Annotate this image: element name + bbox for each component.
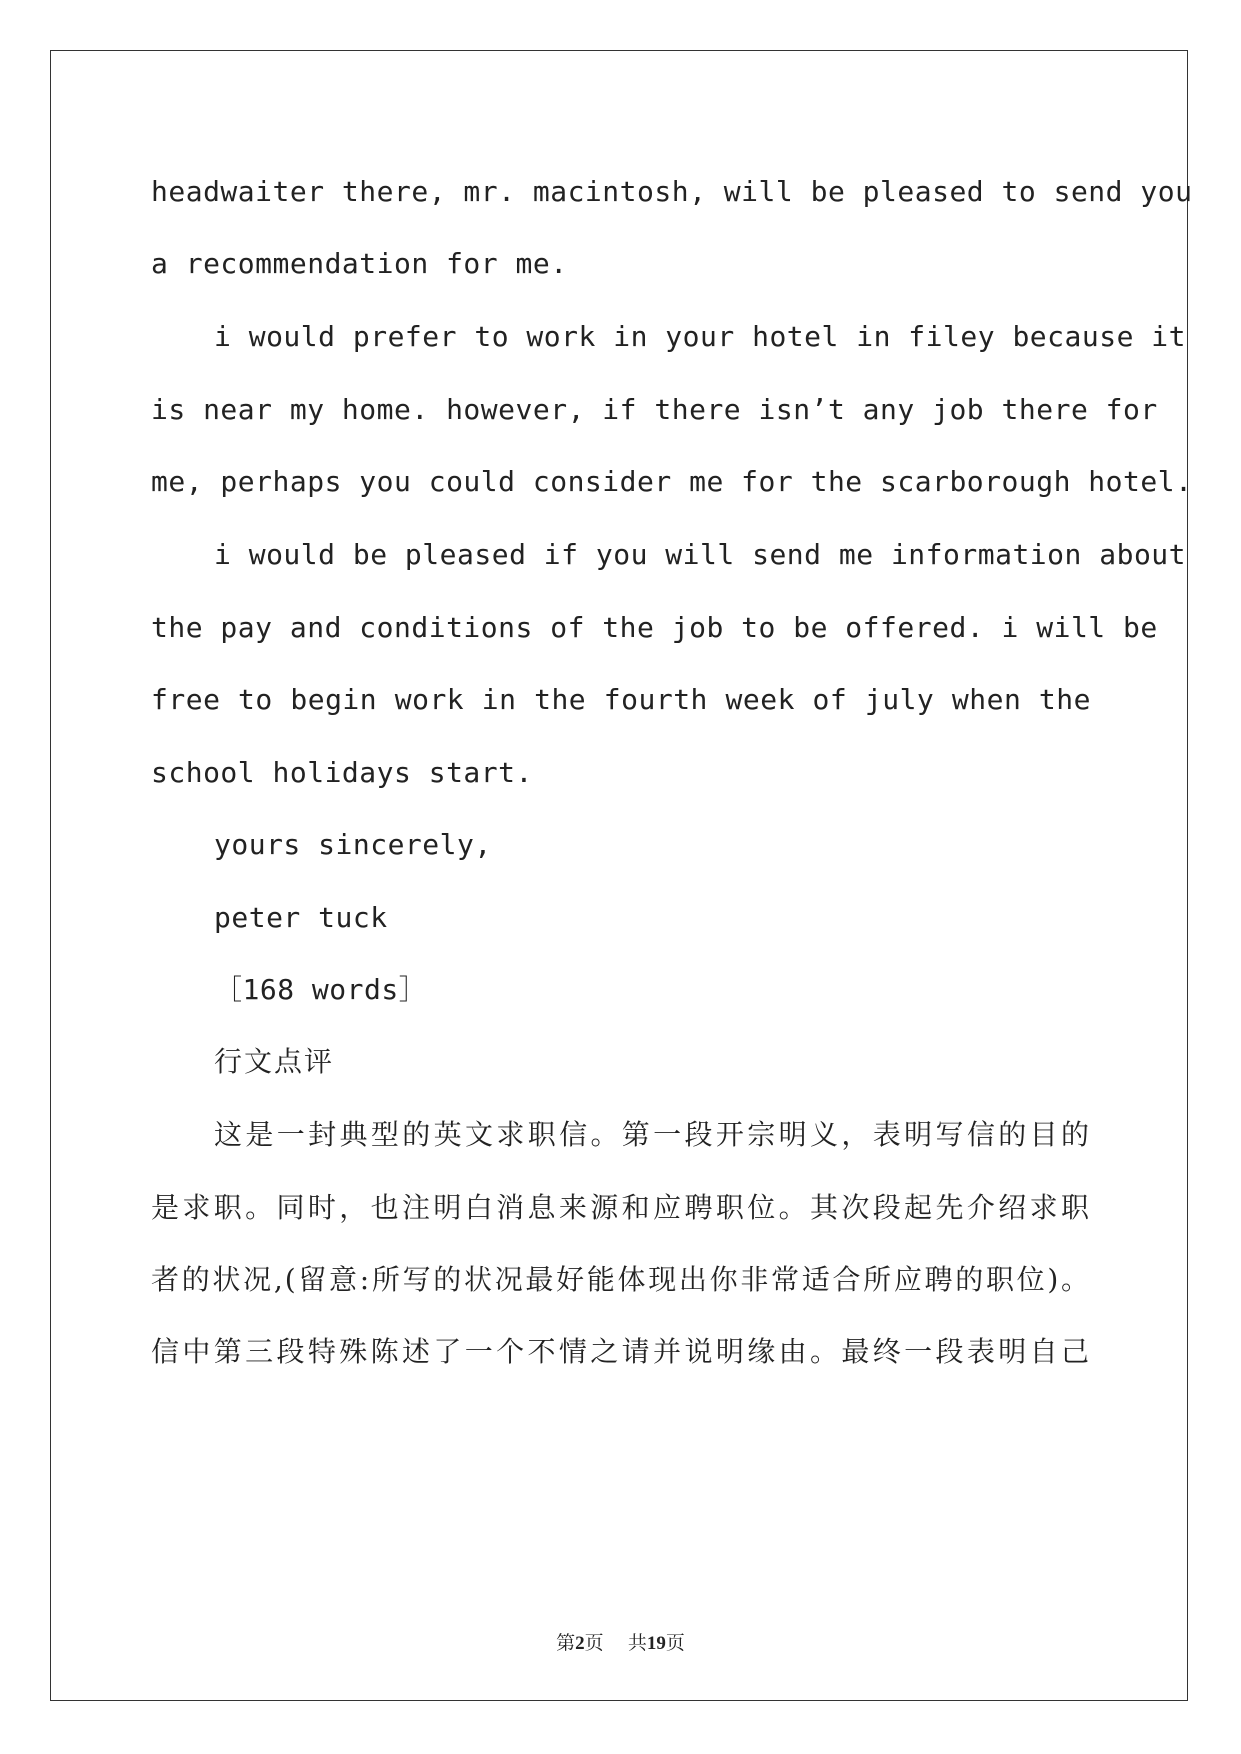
review-line-2: 是求职。同时，也注明白消息来源和应聘职位。其次段起先介绍求职 [151,1191,1091,1224]
body-line-1: headwaiter there, mr. macintosh, will be pleased to send you [151,175,1193,208]
body-line-2: a recommendation for me. [151,247,568,280]
review-line-4: 信中第三段特殊陈述了一个不情之请并说明缘由。最终一段表明自己 [151,1335,1091,1368]
body-line-8: free to begin work in the fourth week of july when the [151,683,1091,716]
body-line-3: i would prefer to work in your hotel in filey because it [214,320,1187,353]
page-footer [0,1628,1241,1655]
footer-total-prefix: 共 [627,1632,647,1654]
section-heading: 行文点评 [214,1045,335,1078]
body-line-6: i would be pleased if you will send me information about [214,538,1187,571]
page-border [50,50,1193,1701]
body-line-4: is near my home. however, if there isn’t any job there for [151,393,1158,426]
footer-total-suffix: 页 [665,1632,685,1654]
footer-total-pages: 19 [646,1633,666,1654]
footer-prefix: 第 [556,1632,576,1654]
closing-salutation: yours sincerely, [214,828,492,861]
review-line-3: 者的状况,(留意:所写的状况最好能体现出你非常适合所应聘的职位)。 [151,1263,1091,1296]
footer-page-number: 2 [575,1633,585,1654]
word-count: ［168 words］ [214,973,428,1006]
review-line-1: 这是一封典型的英文求职信。第一段开宗明义，表明写信的目的 [214,1118,1091,1151]
signature-name: peter tuck [214,901,388,934]
body-line-9: school holidays start. [151,756,533,789]
footer-page-suffix: 页 [584,1632,604,1654]
body-line-5: me, perhaps you could consider me for the scarborough hotel. [151,465,1193,498]
body-line-7: the pay and conditions of the job to be offered. i will be [151,611,1158,644]
